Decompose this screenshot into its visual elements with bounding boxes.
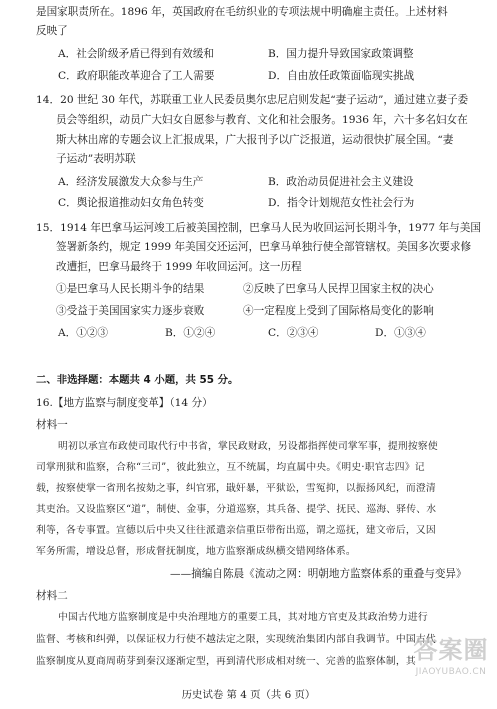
q15-statement-1: ①是巴拿马人民长期斗争的结果: [56, 283, 205, 295]
q16-material-1-line-4: 其吏治。又设监察区“道”，制使、金事，分道巡察，其兵备、提学、抚民、巡海、驿传、水: [36, 504, 437, 515]
q16-material-2-label: 材料二: [36, 590, 68, 602]
q16-material-2-line-2: 监督、考核和纠弹，以保证权力行使不越法定之限，实现统治集团内部自我调节。中国古代: [36, 634, 436, 645]
q14-stem-line-2: 员会等组织，动员广大妇女自愿参与教育、文化和社会服务。1936 年，六十多名妇女在: [56, 114, 468, 126]
q16-material-1-line-6: 军务所需，增设总督，形成督抚制度，地方监察渐成纵横交错网络体系。: [36, 546, 356, 557]
page-footer: 历史试卷 第 4 页（共 6 页）: [181, 689, 316, 701]
q13-option-b: B．国力提升导致国家政策调整: [268, 48, 414, 60]
q15-statement-3: ③受益于美国国家实力逐步衰败: [56, 305, 205, 317]
q13-option-c: C．政府职能改革迎合了工人需要: [58, 70, 215, 82]
q15-statement-2: ②反映了巴拿马人民捍卫国家主权的决心: [243, 283, 434, 295]
q16-title: 16.【地方监察与制度变革】（14 分）: [36, 397, 213, 409]
q16-material-1-source: ——摘编自陈晨《流动之网：明朝地方监察体系的重叠与变异》: [170, 568, 467, 580]
q15-stem-line-1: 15．1914 年巴拿马运河竣工后被美国控制，巴拿马人民为收回运河长期斗争，1977 年与美国: [36, 222, 481, 234]
section-two-title: 二、非选择题：本题共 4 小题，共 55 分。: [36, 374, 239, 386]
q13-stem-line-2: 反映了: [36, 25, 68, 37]
q16-material-2-line-1: 中国古代地方监察制度是中央治理地方的重要工具，其对地方官吏及其政治势力进行: [58, 612, 428, 623]
q15-stem-line-2: 签署新条约，规定 1999 年美国交还运河，巴拿马单独行使全部管辖权。美国多次要求修: [56, 241, 472, 253]
q15-option-d: D．①③④: [375, 327, 426, 339]
q14-option-b: B．政治动员促进社会主义建设: [268, 176, 414, 188]
q13-stem-line-1: 是国家职责所在。1896 年，英国政府在毛纺织业的专项法规中明确雇主责任。上述材料: [36, 6, 448, 18]
watermark-logo: [408, 630, 494, 706]
q16-material-1-line-1: 明初以承宣布政使司取代行中书省，掌民政财政，另设都指挥使司掌军事，提刑按察使: [58, 441, 438, 452]
q16-material-1-label: 材料一: [36, 419, 68, 431]
q13-option-a: A．社会阶级矛盾已得到有效缓和: [58, 48, 214, 60]
q14-option-d: D．指令计划规范女性社会行为: [268, 197, 415, 209]
q13-option-d: D．自由放任政策面临现实挑战: [268, 70, 415, 82]
watermark-title: 答案圈: [413, 636, 489, 664]
q15-stem-line-3: 改遭拒，巴拿马最终于 1999 年收回运河。这一历程: [56, 261, 302, 273]
watermark-url: JIAOYUBAO.CN: [415, 667, 487, 677]
q14-stem-line-4: 子运动”表明苏联: [56, 153, 136, 165]
q15-option-b: B．①②④: [165, 327, 216, 339]
q16-material-1-line-2: 司掌刑狱和监察，合称“三司”，彼此独立，互不统属，均直属中央。《明史·职官志四》记: [36, 462, 425, 473]
q16-material-2-line-3: 监察制度从夏商周萌芽到秦汉逐渐定型，再到清代形成相对统一、完善的监察体制，其: [36, 656, 416, 667]
q14-stem-line-3: 斯大林出席的专题会议上汇报成果，广大报刊予以广泛报道，运动很快扩展全国。“妻: [56, 134, 454, 146]
q15-option-a: A．①②③: [58, 327, 109, 339]
q15-option-c: C．②③④: [268, 327, 319, 339]
q14-option-a: A．经济发展激发大众参与生产: [58, 176, 204, 188]
q14-option-c: C．舆论报道推动妇女角色转变: [58, 197, 204, 209]
q15-statement-4: ④一定程度上受到了国际格局变化的影响: [243, 305, 434, 317]
q16-material-1-line-5: 利等，各专事置。宣德以后中央又往往派遣亲信重臣带衔出巡，谓之巡抚，建文帝后，又因: [36, 525, 436, 536]
q14-stem-line-1: 14．20 世纪 30 年代，苏联重工业人民委员奥尔忠尼启则发起“妻子运动”，通过建立妻子委: [36, 94, 469, 106]
q16-material-1-line-3: 载，按察使掌一省刑名按劾之事，纠官邪，戢奸暴，平狱讼，雪冤抑，以振扬风纪，而澄清: [36, 483, 436, 494]
